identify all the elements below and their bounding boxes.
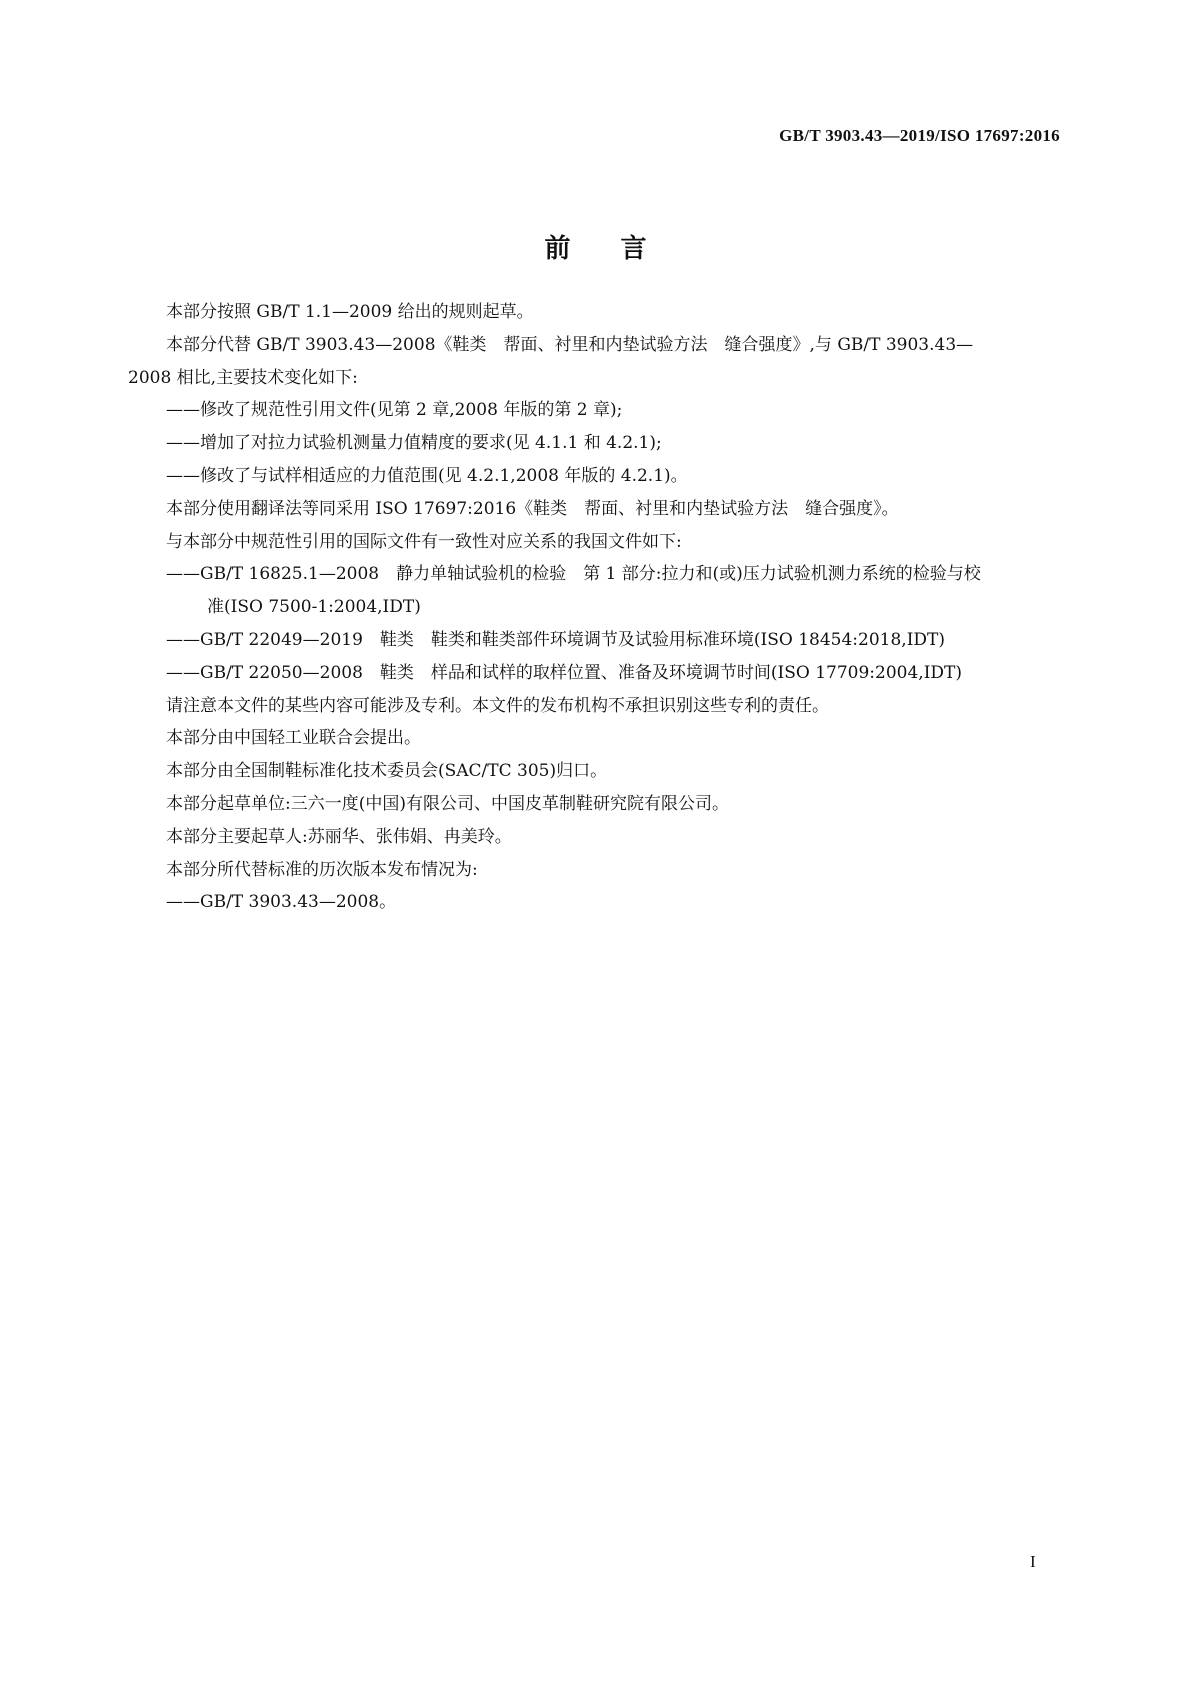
page-number: I xyxy=(1030,1552,1036,1571)
paragraph: 本部分代替 GB/T 3903.43—2008《鞋类 帮面、衬里和内垫试验方法 缝合强度》,与 GB/T 3903.43—2008 相比,主要技术变化如下: xyxy=(128,334,974,388)
paragraph: 本部分主要起草人:苏丽华、张伟娟、冉美玲。 xyxy=(166,826,512,847)
paragraph: 请注意本文件的某些内容可能涉及专利。本文件的发布机构不承担识别这些专利的责任。 xyxy=(166,695,829,716)
paragraph: 本部分所代替标准的历次版本发布情况为: xyxy=(166,859,478,880)
dash-list-item: ——GB/T 22049—2019 鞋类 鞋类和鞋类部件环境调节及试验用标准环境(ISO 18454:2018,IDT) xyxy=(166,629,946,650)
standard-number-header: GB/T 3903.43—2019/ISO 17697:2016 xyxy=(779,126,1060,145)
paragraph: 本部分按照 GB/T 1.1—2009 给出的规则起草。 xyxy=(166,302,534,322)
foreword-body xyxy=(128,296,990,919)
paragraph: 本部分由中国轻工业联合会提出。 xyxy=(166,728,421,749)
paragraph: 与本部分中规范性引用的国际文件有一致性对应关系的我国文件如下: xyxy=(166,531,682,552)
dash-list-item: ——修改了规范性引用文件(见第 2 章,2008 年版的第 2 章); xyxy=(166,400,623,421)
page-title: 前言 xyxy=(544,234,697,264)
paragraph: 本部分使用翻译法等同采用 ISO 17697:2016《鞋类 帮面、衬里和内垫试验方法 缝合强度》。 xyxy=(166,498,899,519)
dash-list-item: ——GB/T 22050—2008 鞋类 样品和试样的取样位置、准备及环境调节时间(ISO 17709:2004,IDT) xyxy=(166,662,963,683)
dash-list-item: ——修改了与试样相适应的力值范围(见 4.2.1,2008 年版的 4.2.1)。 xyxy=(166,465,688,486)
paragraph: 本部分起草单位:三六一度(中国)有限公司、中国皮革制鞋研究院有限公司。 xyxy=(166,793,729,814)
dash-list-item: ——GB/T 3903.43—2008。 xyxy=(166,892,397,913)
dash-list-item: ——增加了对拉力试验机测量力值精度的要求(见 4.1.1 和 4.2.1); xyxy=(166,433,662,454)
paragraph: 本部分由全国制鞋标准化技术委员会(SAC/TC 305)归口。 xyxy=(166,761,608,782)
dash-list-item: ——GB/T 16825.1—2008 静力单轴试验机的检验 第 1 部分:拉力和(或)压力试验机测力系统的检验与校准(ISO 7500-1:2004,IDT) xyxy=(166,564,981,618)
